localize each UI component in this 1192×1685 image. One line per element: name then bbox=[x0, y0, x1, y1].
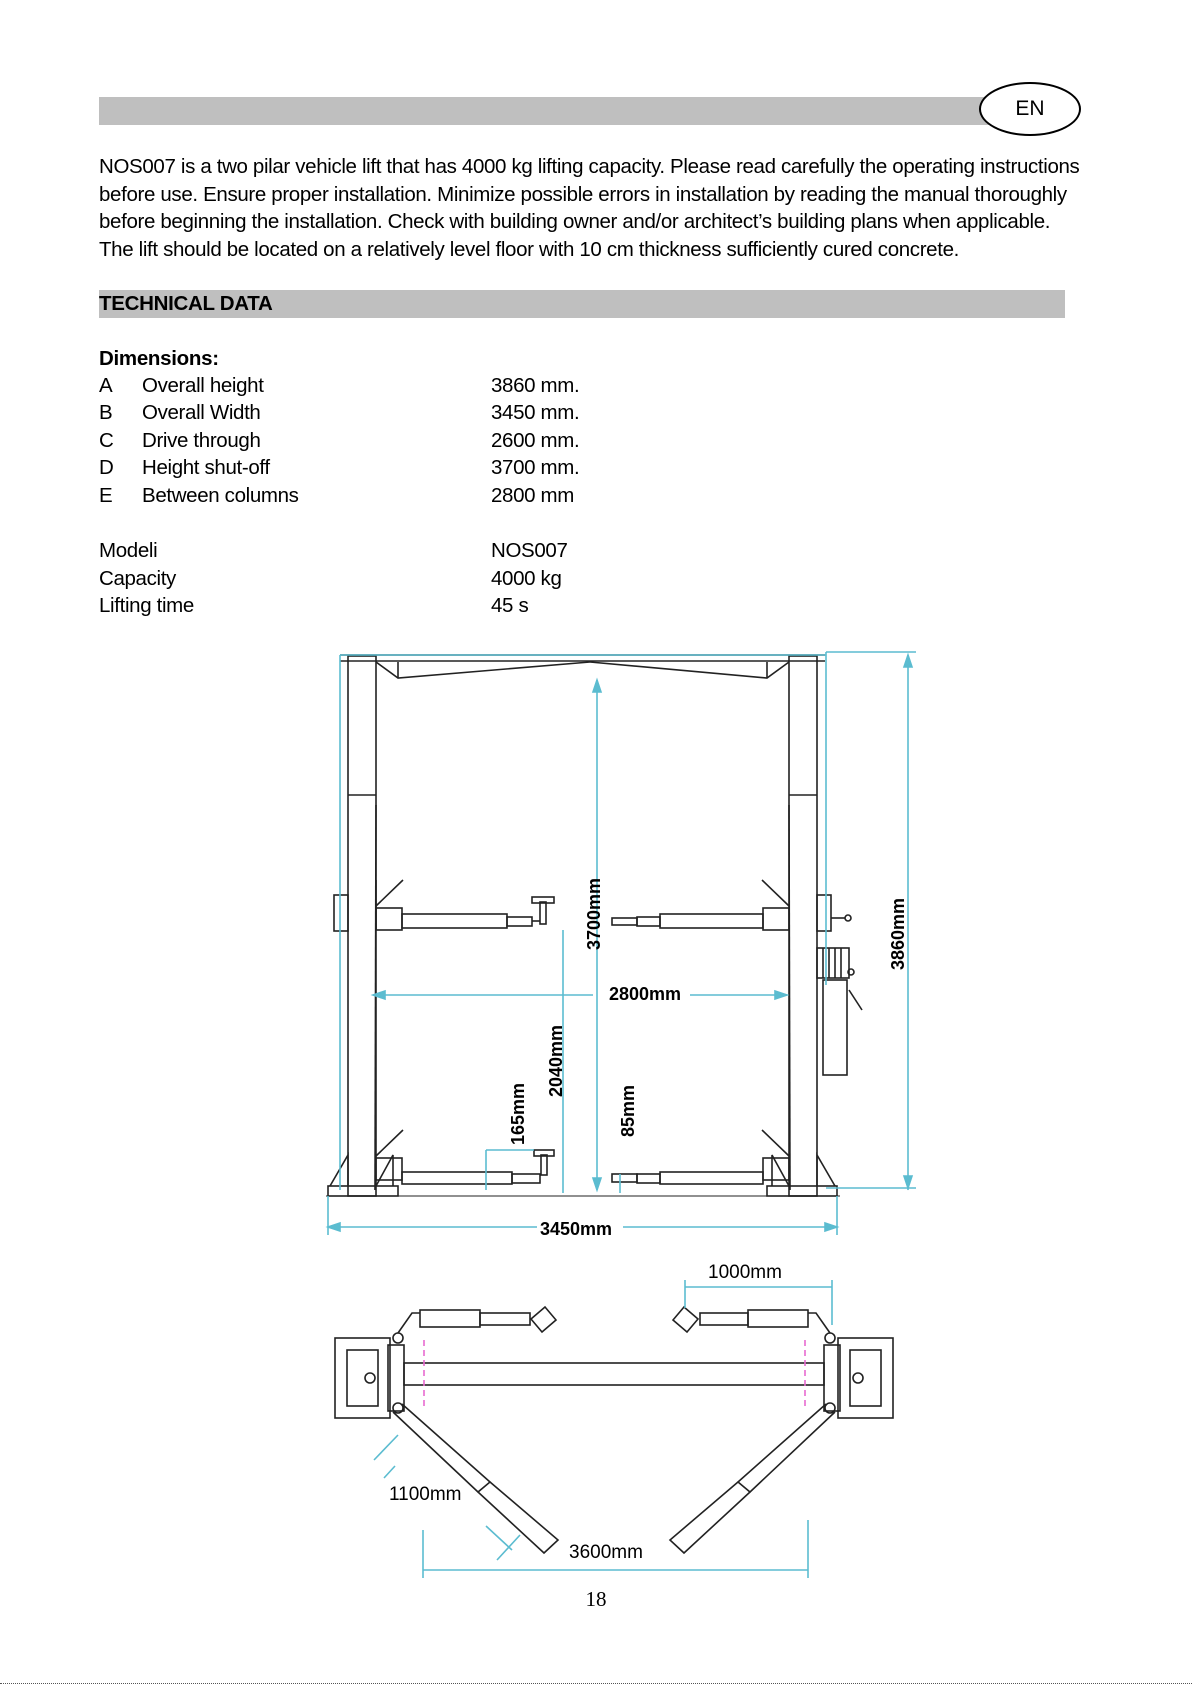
dimension-label-3450: 3450mm bbox=[540, 1219, 613, 1239]
language-badge: EN bbox=[979, 82, 1081, 136]
footer-rule bbox=[0, 1683, 1192, 1684]
top-crossbeam bbox=[340, 655, 825, 678]
property-label: Capacity bbox=[99, 567, 176, 590]
dimension-label-85: 85mm bbox=[618, 1084, 638, 1137]
dimensions-title: Dimensions: bbox=[99, 347, 219, 370]
property-label: Lifting time bbox=[99, 594, 194, 617]
property-value: NOS007 bbox=[491, 539, 568, 562]
dimension-label-165: 165mm bbox=[508, 1082, 528, 1145]
dimension-letter: E bbox=[99, 484, 113, 507]
lower-right-arm bbox=[612, 1130, 789, 1184]
dimension-letter: D bbox=[99, 456, 114, 479]
dimension-label: Between columns bbox=[142, 484, 299, 507]
dimension-label-3860: 3860mm bbox=[888, 897, 908, 970]
header-bar bbox=[99, 97, 991, 125]
dimension-value: 3450 mm. bbox=[491, 401, 580, 424]
left-column bbox=[328, 656, 398, 1196]
upper-right-arm bbox=[612, 880, 789, 930]
dimension-letter: C bbox=[99, 429, 114, 452]
page-number: 18 bbox=[585, 1587, 607, 1611]
property-value: 4000 kg bbox=[491, 567, 562, 590]
top-view-pink-marks bbox=[424, 1340, 805, 1410]
dimension-label-3700: 3700mm bbox=[584, 877, 604, 950]
dimension-label: Overall height bbox=[142, 374, 264, 397]
dimension-letter: B bbox=[99, 401, 113, 424]
dimension-label: Drive through bbox=[142, 429, 261, 452]
dimension-letter: A bbox=[99, 374, 113, 397]
top-view-beam bbox=[404, 1363, 824, 1385]
dimension-label: Height shut-off bbox=[142, 456, 270, 479]
section-title: TECHNICAL DATA bbox=[99, 292, 273, 315]
lift-drawing bbox=[0, 640, 1192, 1585]
dimension-label-1100: 1100mm bbox=[389, 1484, 462, 1505]
front-dimension-lines bbox=[328, 652, 916, 1235]
property-label: Modeli bbox=[99, 539, 158, 562]
dimension-value: 2800 mm bbox=[491, 484, 575, 507]
dimension-value: 3860 mm. bbox=[491, 374, 580, 397]
top-view-arms bbox=[393, 1307, 835, 1553]
dimension-label-3600: 3600mm bbox=[569, 1542, 643, 1563]
dimension-label: Overall Width bbox=[142, 401, 261, 424]
dimension-label-2800: 2800mm bbox=[609, 984, 682, 1004]
dimension-value: 3700 mm. bbox=[491, 456, 580, 479]
intro-paragraph: NOS007 is a two pilar vehicle lift that has 4000 kg lifting capacity. Please read carefully the operating instructions before use. Ensure proper installation. Minimize possible errors in installation by reading the manual thoroughly before beginning the installation. Check with building owner and/or architect’s building plans when applicable. The lift should be located on a relatively level floor with 10 cm thickness sufficiently cured concrete. bbox=[99, 155, 1080, 261]
dimension-value: 2600 mm. bbox=[491, 429, 580, 452]
right-column bbox=[767, 656, 862, 1196]
upper-left-arm bbox=[376, 880, 554, 930]
property-value: 45 s bbox=[491, 594, 529, 617]
dimension-label-2040: 2040mm bbox=[546, 1024, 566, 1097]
dimension-label-1000: 1000mm bbox=[708, 1262, 782, 1283]
top-dimension-lines bbox=[374, 1280, 832, 1578]
